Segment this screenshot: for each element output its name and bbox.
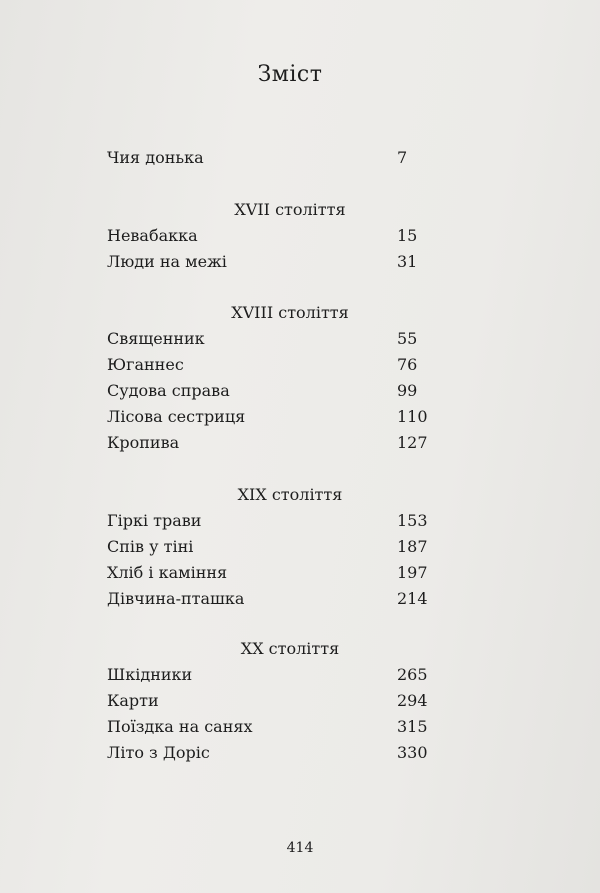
toc-entry [107,430,427,456]
section-heading: XVIII століття [231,303,349,322]
toc-entry-title: Спів у тіні [107,537,194,556]
toc-entry [107,404,427,430]
toc-entry [107,352,427,378]
section-heading: XX століття [240,639,340,658]
toc-entry [107,688,427,714]
toc-entry-title: Дівчина-пташка [107,589,245,608]
toc-entry-page: 265 [397,665,428,684]
toc-entry-page: 315 [397,717,428,736]
toc-entry-title: Юганнес [107,355,184,374]
toc-entry [107,714,427,740]
toc-entry-page: 76 [397,355,418,374]
toc-entry-title: Невабакка [107,226,198,245]
toc-entry-page: 110 [397,407,428,426]
toc-entry-page: 187 [397,537,428,556]
toc-entry-title: Люди на межі [107,252,227,271]
toc-entry [107,145,427,171]
toc-entry-page: 55 [397,329,418,348]
toc-entry [107,378,427,404]
toc-entry-title: Кропива [107,433,180,452]
toc-entry-title: Судова справа [107,381,230,400]
toc-entry [107,560,427,586]
toc-entry-title: Чия донька [107,148,204,167]
toc-entry-page: 153 [397,511,428,530]
toc-entry-title: Священник [107,329,205,348]
toc-entry-title: Шкідники [107,665,193,684]
toc-entry-page: 99 [397,381,418,400]
toc-entry-page: 15 [397,226,418,245]
toc-entry-page: 127 [397,433,428,452]
toc-entry-title: Хліб і каміння [107,563,228,582]
toc-entry [107,223,427,249]
toc-entry [107,508,427,534]
toc-entry [107,249,427,275]
page-number: 414 [286,840,314,856]
toc-entry-title: Лісова сестриця [107,407,246,426]
toc-entry-title: Гіркі трави [107,511,202,530]
toc-entry [107,326,427,352]
toc-entry [107,586,427,612]
section-heading: XVII століття [234,200,346,219]
toc-entry-page: 7 [397,148,408,167]
toc-entry-title: Карти [107,691,159,710]
toc-entry [107,534,427,560]
toc-entry [107,662,427,688]
toc-entry-page: 330 [397,743,428,762]
toc-entry-page: 294 [397,691,428,710]
toc-entry [107,740,427,766]
toc-entry-title: Літо з Доріс [107,743,210,762]
toc-entry-page: 31 [397,252,418,271]
toc-entry-page: 197 [397,563,428,582]
section-heading: XIX століття [237,485,343,504]
toc-entry-page: 214 [397,589,428,608]
page-title: Зміст [257,62,323,87]
toc-entry-title: Поїздка на санях [107,717,253,736]
